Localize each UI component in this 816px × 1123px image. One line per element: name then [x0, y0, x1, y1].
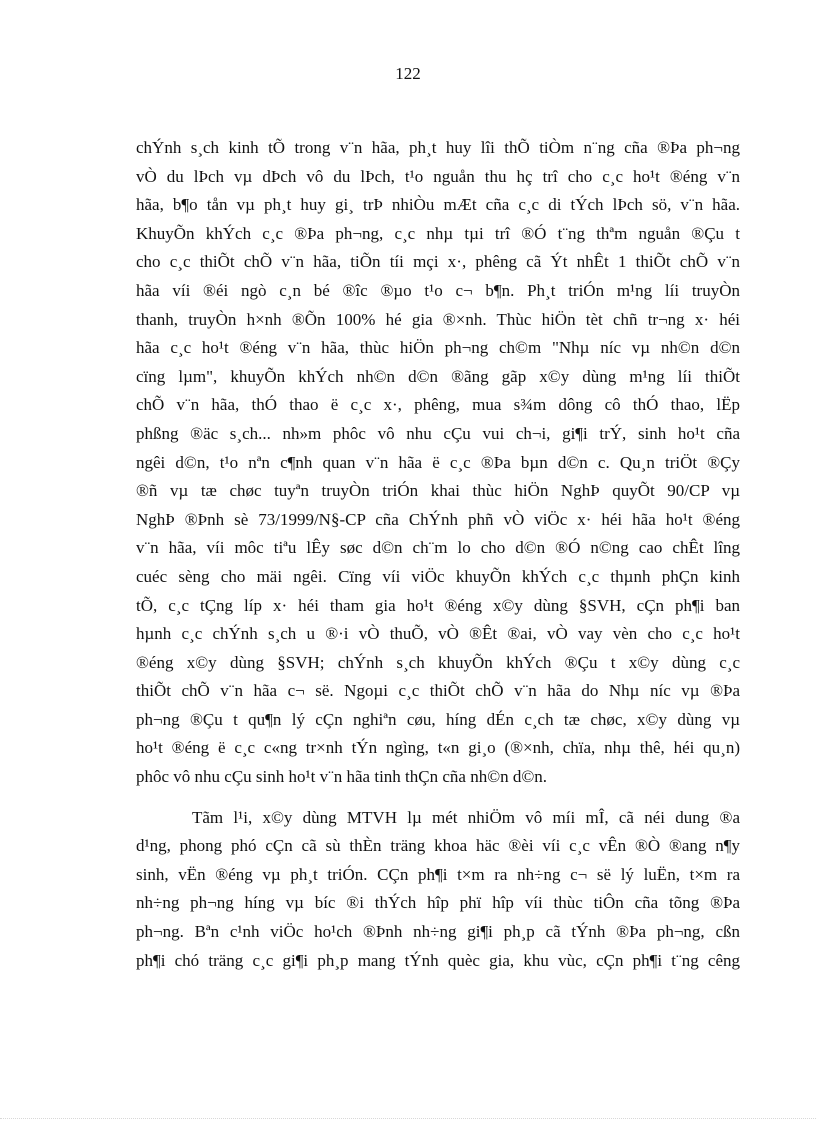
text-line: phôc vô nhu cÇu sinh ho¹t v¨n hãa tinh thÇn cña nh©n d©n.	[136, 767, 548, 787]
text-line: Tãm l¹i, x©y dùng MTVH lµ mét nhiÖm vô míi mÎ, cã néi dung ®a	[192, 807, 740, 827]
page-bottom-divider	[0, 1118, 816, 1119]
text-line: KhuyÕn khÝch c¸c ®Þa ph¬ng, c¸c nhµ tµi trî ®Ó t¨ng thªm nguån ®Çu t	[136, 223, 740, 243]
text-line: ph¶i chó träng c¸c gi¶i ph¸p mang tÝnh quèc gia, khu vùc, cÇn ph¶i t¨ng cêng	[136, 950, 740, 970]
paragraph-2	[136, 804, 740, 976]
body-text	[136, 134, 740, 975]
text-line: cho c¸c thiÕt chÕ v¨n hãa, tiÕn tíi mçi x·, phêng cã Ýt nhÊt 1 thiÕt chÕ v¨n	[136, 252, 740, 272]
text-line: NghÞ ®Þnh sè 73/1999/N§-CP cña ChÝnh phñ vÒ viÖc x· héi hãa ho¹t ®éng	[136, 509, 740, 529]
text-line: cïng lµm", khuyÕn khÝch nh©n d©n ®ãng gãp x©y dùng m¹ng líi thiÕt	[136, 366, 740, 386]
text-line: d¹ng, phong phó cÇn cã sù thÈn träng khoa häc ®èi víi c¸c vÊn ®Ò ®ang n¶y	[136, 836, 740, 856]
text-line: vÒ du lÞch vµ dÞch vô du lÞch, t¹o nguån thu hç trî cho c¸c ho¹t ®éng v¨n	[136, 166, 740, 186]
text-line: ®ñ vµ tæ chøc tuyªn truyÒn triÓn khai thùc hiÖn NghÞ quyÕt 90/CP vµ	[136, 481, 740, 501]
text-line: hãa, b¶o tån vµ ph¸t huy gi¸ trÞ nhiÒu mÆt cña c¸c di tÝch lÞch sö, v¨n hãa.	[136, 195, 740, 215]
text-line: phßng ®äc s¸ch... nh»m phôc vô nhu cÇu vui ch¬i, gi¶i trÝ, sinh ho¹t cña	[136, 423, 740, 443]
text-line: hãa c¸c ho¹t ®éng v¨n hãa, thùc hiÖn ph¬ng ch©m "Nhµ níc vµ nh©n d©n	[136, 338, 740, 358]
paragraph-spacing	[136, 792, 740, 804]
page-number: 122	[395, 64, 421, 83]
text-line: thanh, truyÒn h×nh ®Õn 100% hé gia ®×nh. Thùc hiÖn tèt chñ tr¬ng x· héi	[136, 309, 740, 329]
text-line: tÕ, c¸c tÇng líp x· héi tham gia ho¹t ®éng x©y dùng §SVH, cÇn ph¶i ban	[136, 595, 740, 615]
text-line: hµnh c¸c chÝnh s¸ch u ®·i vÒ thuÕ, vÒ ®Êt ®ai, vÒ vay vèn cho c¸c ho¹t	[136, 624, 740, 644]
text-line: hãa víi ®éi ngò c¸n bé ®îc ®µo t¹o c¬ b¶n. Ph¸t triÓn m¹ng líi truyÒn	[136, 280, 740, 300]
text-line: ho¹t ®éng ë c¸c c«ng tr×nh tÝn ngìng, t«n gi¸o (®×nh, chïa, nhµ thê, héi qu¸n)	[136, 738, 740, 758]
text-line: ®éng x©y dùng §SVH; chÝnh s¸ch khuyÕn khÝch ®Çu t x©y dùng c¸c	[136, 652, 740, 672]
text-line: chÕ v¨n hãa, thÓ thao ë c¸c x·, phêng, mua s¾m dông cô thÓ thao, lËp	[136, 395, 740, 415]
text-line: v¨n hãa, víi môc tiªu lÊy søc d©n ch¨m lo cho d©n ®Ó n©ng cao chÊt lîng	[136, 538, 740, 558]
text-line: nh÷ng ph¬ng híng vµ bíc ®i thÝch hîp phï hîp víi thùc tiÔn cña tõng ®Þa	[136, 893, 740, 913]
text-line: ph¬ng. Bªn c¹nh viÖc ho¹ch ®Þnh nh÷ng gi¶i ph¸p cã tÝnh ®Þa ph¬ng, cßn	[136, 922, 740, 942]
text-line: chÝnh s¸ch kinh tÕ trong v¨n hãa, ph¸t huy lîi thÕ tiÒm n¨ng cña ®Þa ph¬ng	[136, 138, 740, 157]
paragraph-1	[136, 134, 740, 792]
text-line: thiÕt chÕ v¨n hãa c¬ së. Ngoµi c¸c thiÕt chÕ v¨n hãa do Nhµ níc vµ ®Þa	[136, 681, 740, 701]
text-line: cuéc sèng cho mäi ngêi. Cïng víi viÖc khuyÕn khÝch c¸c thµnh phÇn kinh	[136, 566, 740, 586]
text-line: ngêi d©n, t¹o nªn c¶nh quan v¨n hãa ë c¸c ®Þa bµn d©n c. Qu¸n triÖt ®Çy	[136, 452, 740, 472]
text-line: ph¬ng ®Çu t qu¶n lý cÇn nghiªn cøu, híng dÉn c¸ch tæ chøc, x©y dùng vµ	[136, 709, 740, 729]
text-line: sinh, vËn ®éng vµ ph¸t triÓn. CÇn ph¶i t×m ra nh÷ng c¬ së lý luËn, t×m ra	[136, 864, 740, 884]
